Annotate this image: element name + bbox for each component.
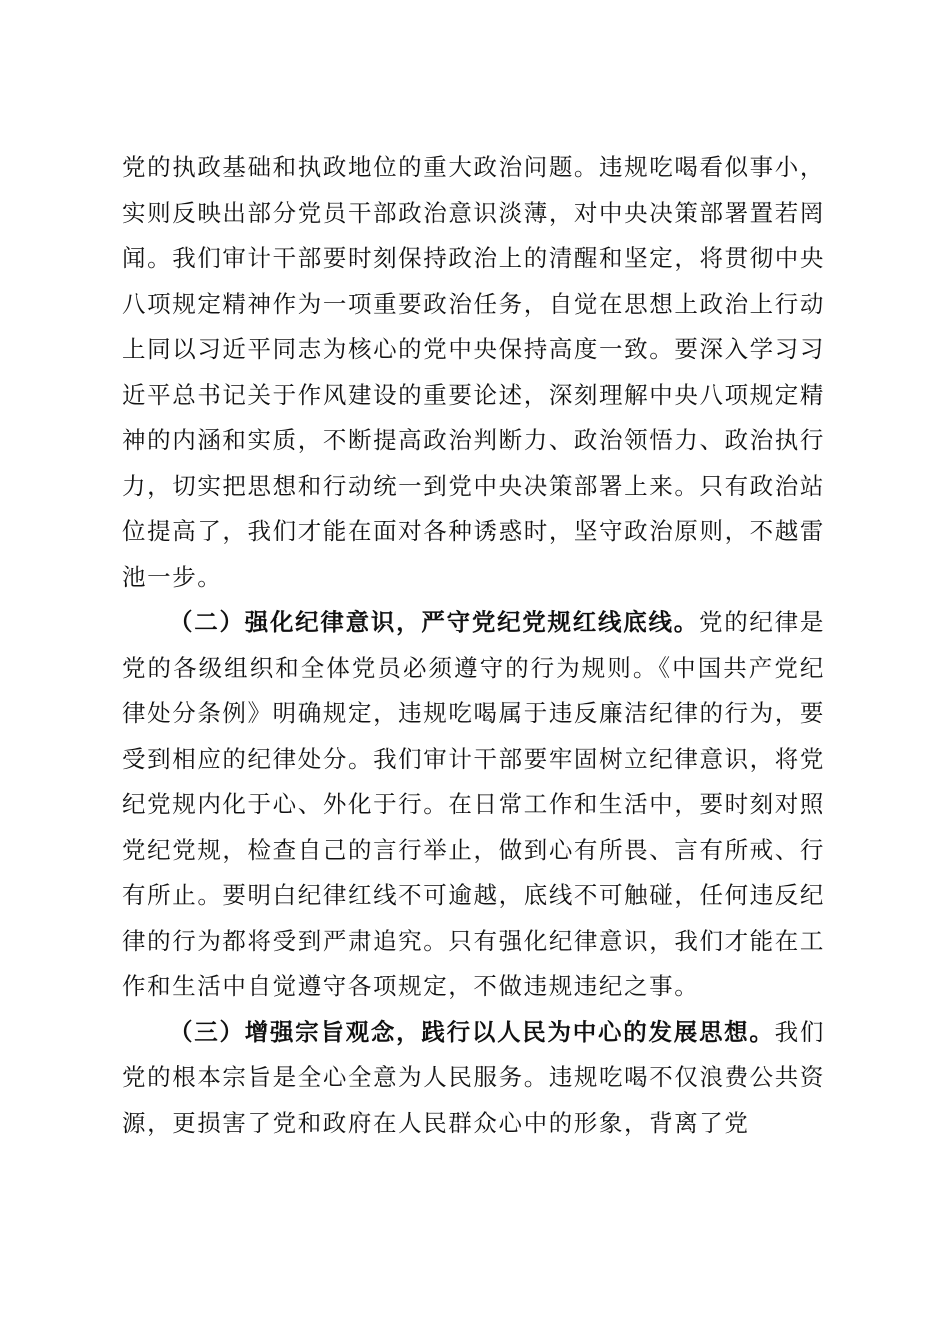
document-body bbox=[122, 145, 825, 1146]
section-heading-2: （二）强化纪律意识，严守党纪党规红线底线。 bbox=[169, 608, 699, 636]
paragraph-section-3 bbox=[122, 1010, 825, 1147]
paragraph-text: 党的执政基础和执政地位的重大政治问题。违规吃喝看似事小，实则反映出部分党员干部政治意识淡薄，对中央决策部署置若罔闻。我们审计干部要时刻保持政治上的清醒和坚定，将贯彻中央八项规定精神作为一项重要政治任务，自觉在思想上政治上行动上同以习近平同志为核心的党中央保持高度一致。要深入学习习近平总书记关于作风建设的重要论述，深刻理解中央八项规定精神的内涵和实质，不断提高政治判断力、政治领悟力、政治执行力，切实把思想和行动统一到党中央决策部署上来。只有政治站位提高了，我们才能在面对各种诱惑时，坚守政治原则，不越雷池一步。 bbox=[122, 153, 825, 591]
paragraph-text: 我们党的根本宗旨是全心全意为人民服务。违规吃喝不仅浪费公共资源，更损害了党和政府在人民群众心中的形象，背离了党 bbox=[122, 1017, 825, 1137]
section-heading-3: （三）增强宗旨观念，践行以人民为中心的发展思想。 bbox=[169, 1017, 775, 1046]
paragraph-text: 党的纪律是党的各级组织和全体党员必须遵守的行为规则。《中国共产党纪律处分条例》明确规定，违规吃喝属于违反廉洁纪律的行为，要受到相应的纪律处分。我们审计干部要牢固树立纪律意识，将党纪党规内化于心、外化于行。在日常工作和生活中，要时刻对照党纪党规，检查自己的言行举止，做到心有所畏、言有所戒、行有所止。要明白纪律红线不可逾越，底线不可触碰，任何违反纪律的行为都将受到严肃追究。只有强化纪律意识，我们才能在工作和生活中自觉遵守各项规定，不做违规违纪之事。 bbox=[122, 608, 825, 1000]
paragraph-section-2 bbox=[122, 600, 825, 1010]
paragraph-continuation bbox=[122, 145, 825, 600]
